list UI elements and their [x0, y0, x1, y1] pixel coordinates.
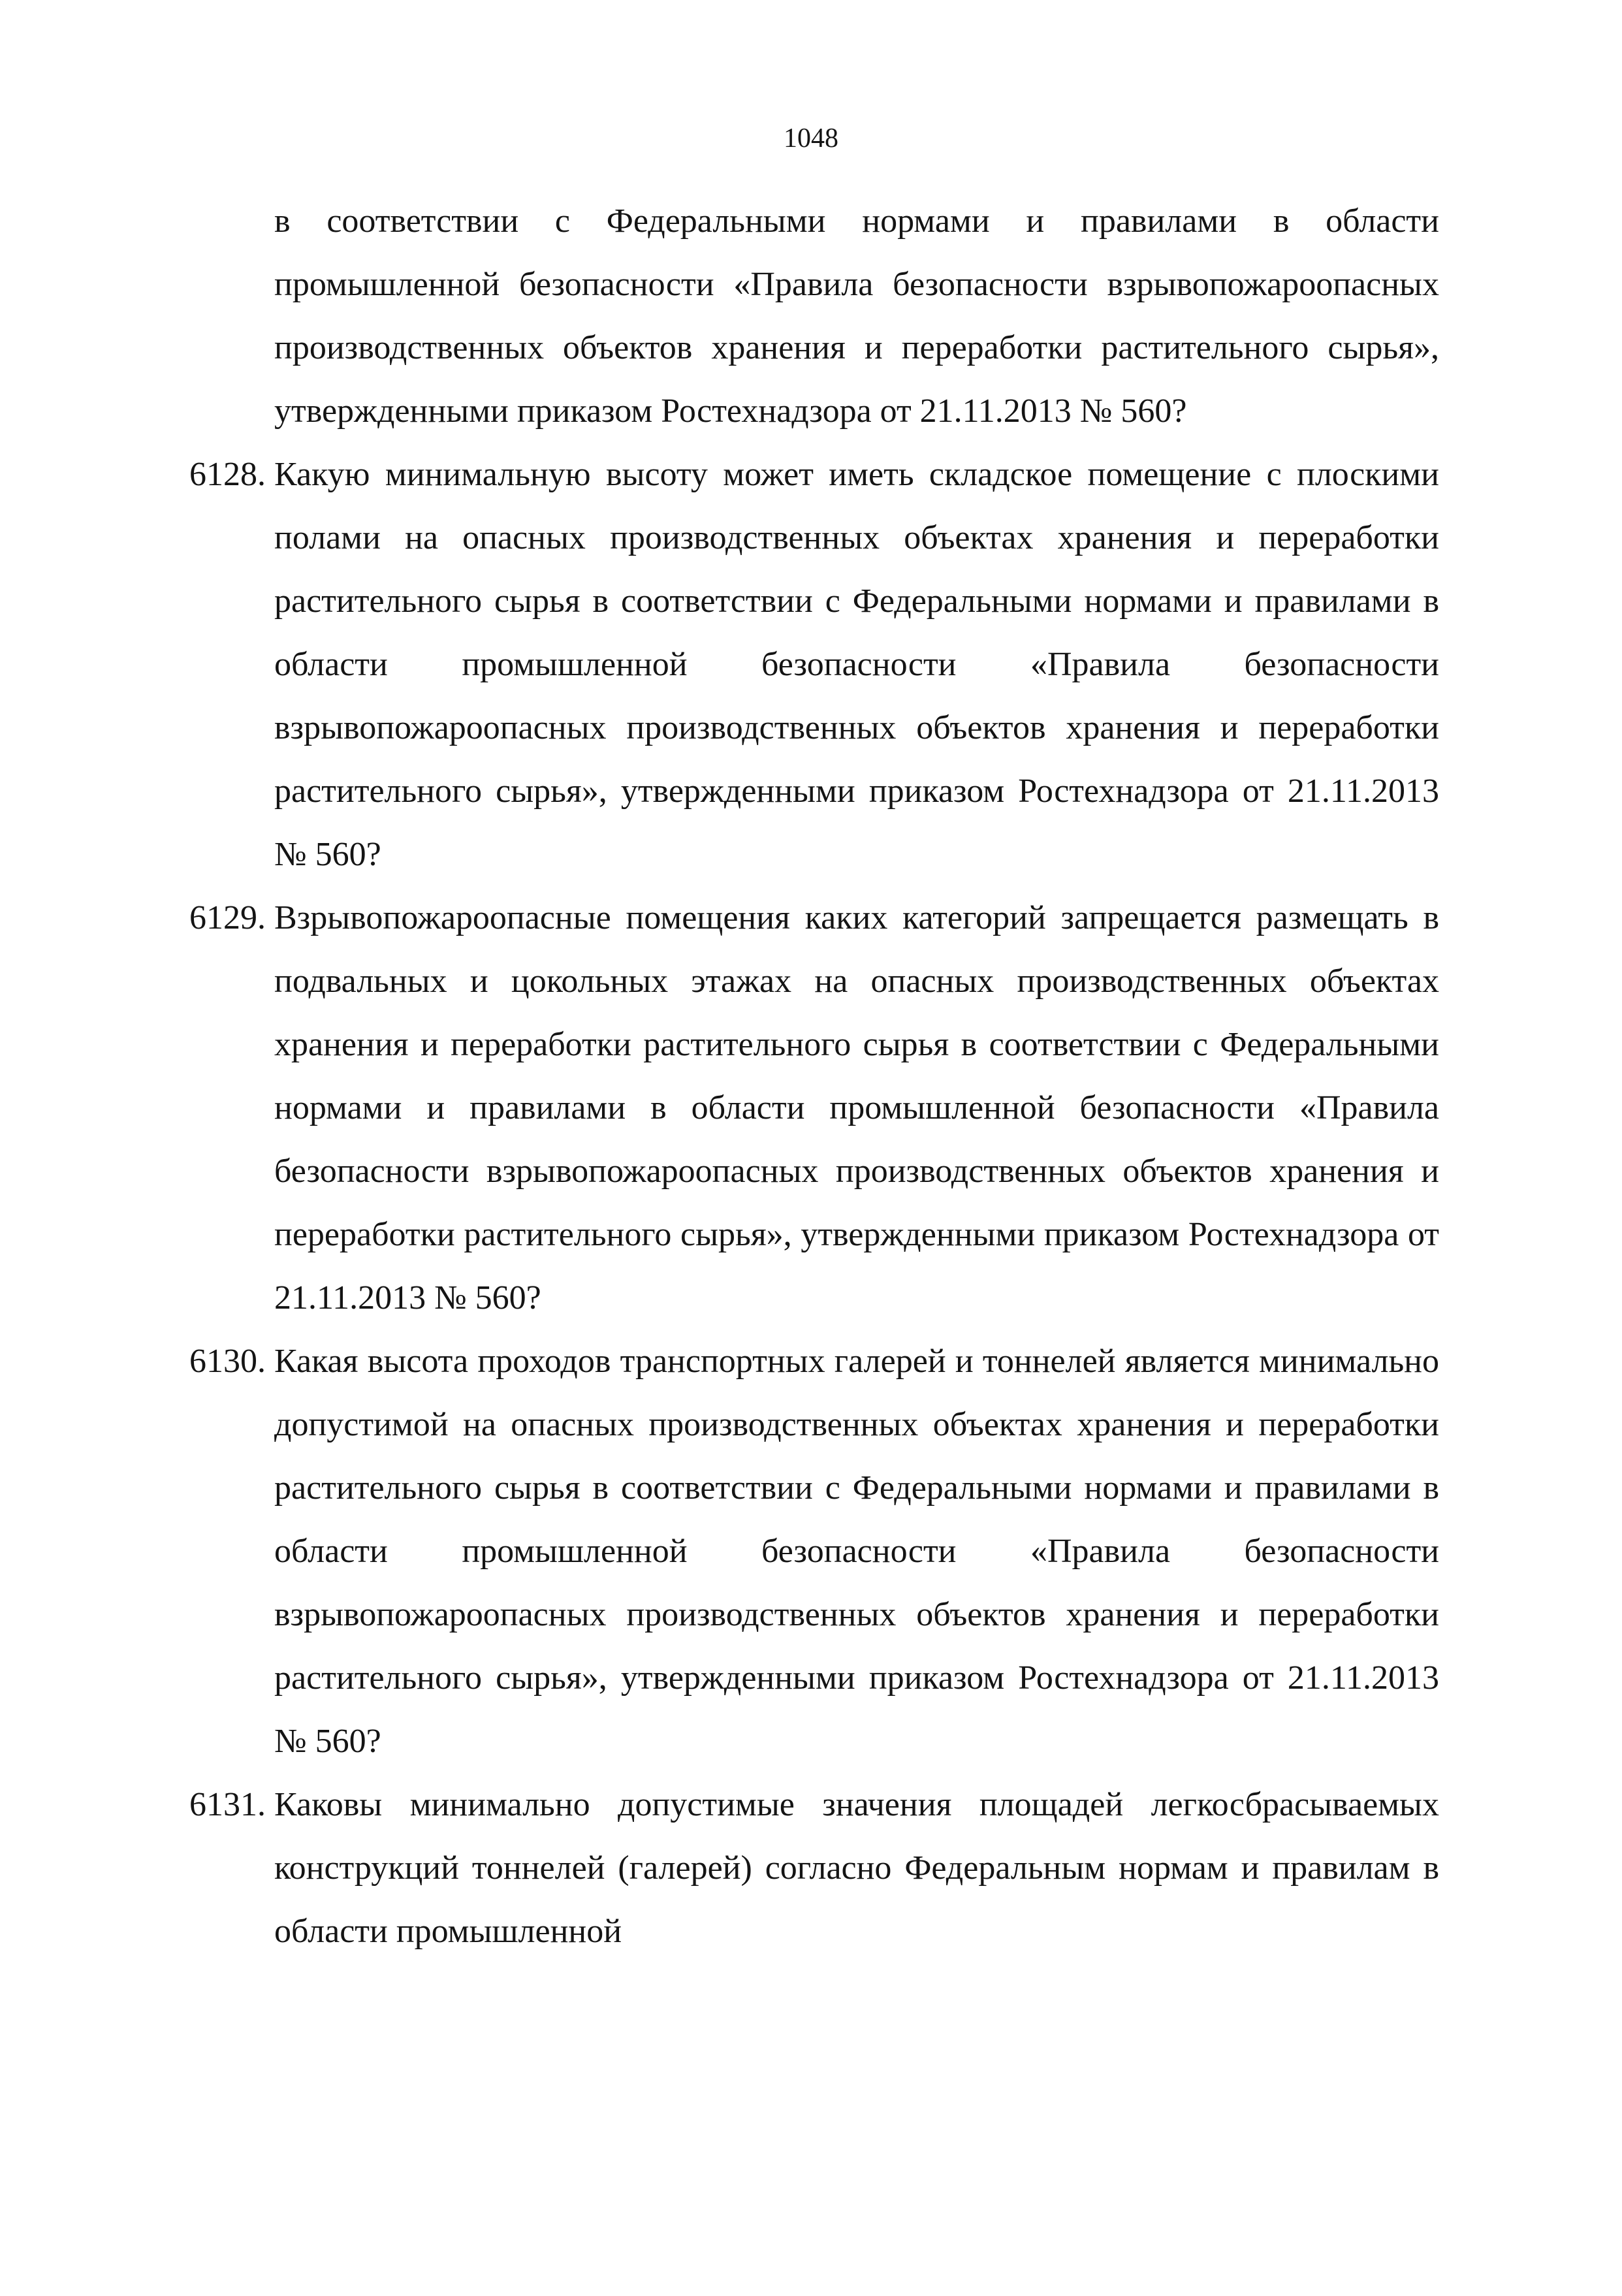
question-text: Какую минимальную высоту может иметь складское помещение с плоскими полами на опасных производственных объектах хранения и переработки растительного сырья в соответствии с Федеральными нормами и правилами в области промышленной безопасности «Правила безопасности взрывопожароопасных производственных объектов хранения и переработки растительного сырья», утвержденными приказом Ростехнадзора от 21.11.2013 № 560?: [274, 456, 1439, 873]
question-number: 6129.: [189, 899, 266, 936]
document-body: [189, 189, 1439, 1963]
question-6130: [189, 1330, 1439, 1773]
question-6131: [189, 1773, 1439, 1963]
question-6128: [189, 443, 1439, 886]
question-6129: [189, 886, 1439, 1330]
question-number: 6130.: [189, 1343, 266, 1380]
question-text: Взрывопожароопасные помещения каких категорий запрещается размещать в подвальных и цокольных этажах на опасных производственных объектах хранения и переработки растительного сырья в соответствии с Федеральными нормами и правилами в области промышленной безопасности «Правила безопасности взрывопожароопасных производственных объектов хранения и переработки растительного сырья», утвержденными приказом Ростехнадзора от 21.11.2013 № 560?: [274, 899, 1439, 1316]
question-text: Какая высота проходов транспортных галерей и тоннелей является минимально допустимой на опасных производственных объектах хранения и переработки растительного сырья в соответствии с Федеральными нормами и правилами в области промышленной безопасности «Правила безопасности взрывопожароопасных производственных объектов хранения и переработки растительного сырья», утвержденными приказом Ростехнадзора от 21.11.2013 № 560?: [274, 1343, 1439, 1760]
question-number: 6131.: [189, 1786, 266, 1823]
page-number: 1048: [784, 123, 838, 153]
question-number: 6128.: [189, 456, 266, 493]
continuation-paragraph: в соответствии с Федеральными нормами и правилами в области промышленной безопасности «Правила безопасности взрывопожароопасных производственных объектов хранения и переработки растительного сырья», утвержденными приказом Ростехнадзора от 21.11.2013 № 560?: [274, 202, 1439, 430]
question-text: Каковы минимально допустимые значения площадей легкосбрасываемых конструкций тоннелей (галерей) согласно Федеральным нормам и правилам в области промышленной: [274, 1786, 1439, 1950]
